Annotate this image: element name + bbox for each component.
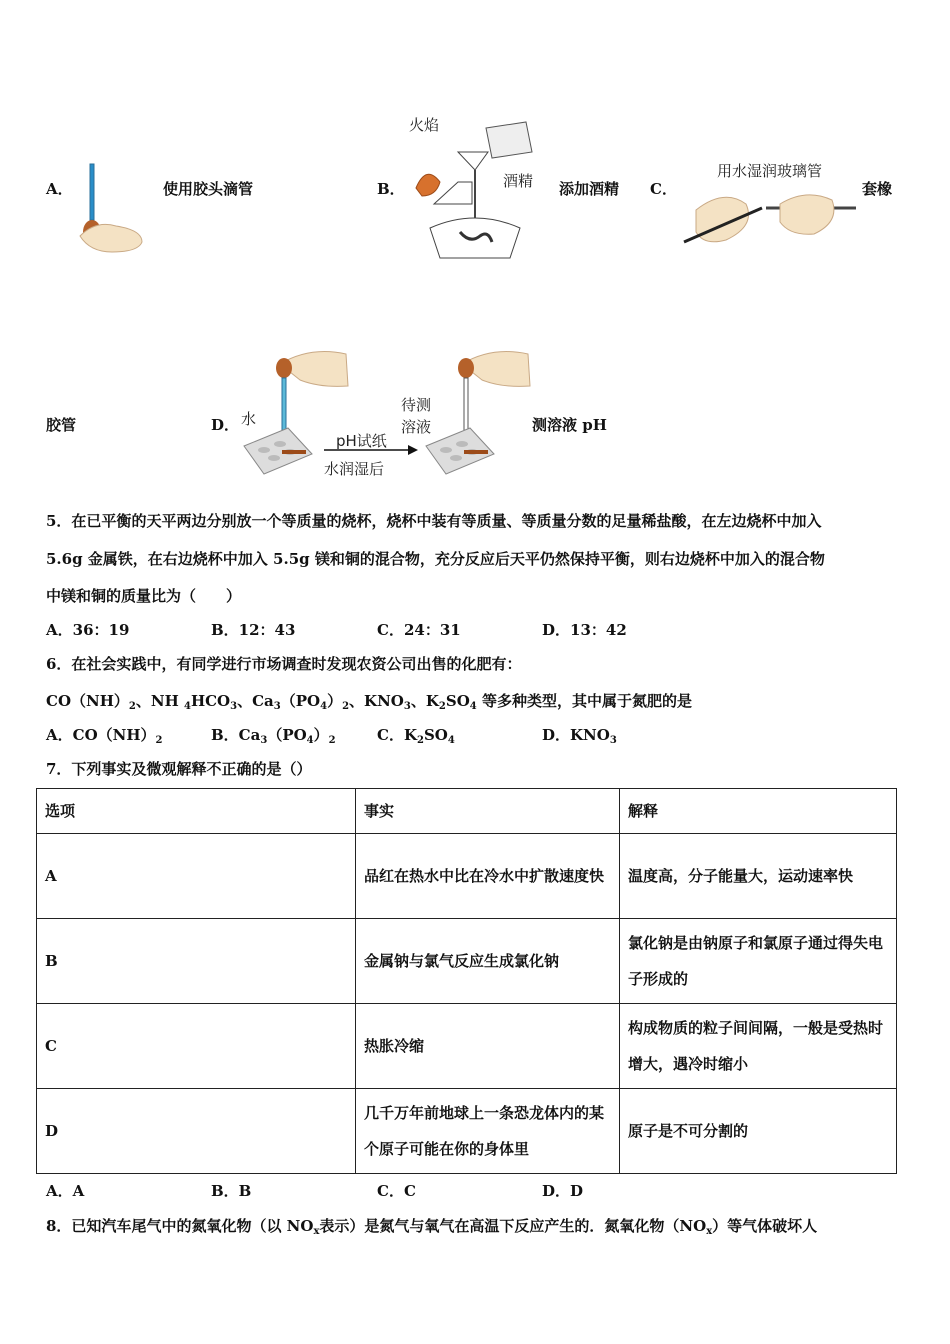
- row-option: D: [37, 1089, 356, 1174]
- arrow: [324, 444, 418, 456]
- option-c-letter: C．: [650, 180, 677, 198]
- funnel: [458, 152, 488, 170]
- q6-option-c: C．$K_2SO_4$: [377, 726, 455, 746]
- q7-option-b: B．B: [211, 1182, 252, 1200]
- q7-option-c: C．C: [377, 1182, 416, 1200]
- row-fact: 金属钠与氯气反应生成氯化钠: [356, 919, 620, 1004]
- flame: [416, 174, 440, 196]
- header-explain: 解释: [620, 789, 897, 834]
- row-fact: 热胀冷缩: [356, 1004, 620, 1089]
- q5-option-b: B．12：43: [211, 621, 296, 639]
- header-option: 选项: [37, 789, 356, 834]
- dropper-figure: [76, 160, 148, 254]
- q6-line-1: 6．在社会实践中，有同学进行市场调查时发现农资公司出售的化肥有：: [46, 655, 522, 673]
- header-fact: 事实: [356, 789, 620, 834]
- option-c-text-continued: 胶管: [46, 416, 77, 434]
- label-wet-glass-tube: 用水湿润玻璃管: [717, 162, 823, 180]
- q7-stem: 7．下列事实及微观解释不正确的是（）: [46, 760, 312, 778]
- dropper-tube: [90, 164, 94, 220]
- option-d-letter: D．: [211, 416, 240, 434]
- row-option: B: [37, 919, 356, 1004]
- row-fact: 品红在热水中比在冷水中扩散速度快: [356, 834, 620, 919]
- label-flame: 火焰: [409, 116, 440, 134]
- label-test-solution-1: 待测: [401, 396, 432, 414]
- q6-option-d: D．$KNO_3$: [542, 726, 617, 746]
- q5-line-2: 5.6g 金属铁，在右边烧杯中加入 5.5g 镁和铜的混合物，充分反应后天平仍然保持平衡，则右边烧杯中加入的混合物: [46, 550, 825, 568]
- label-water: 水: [241, 410, 257, 428]
- option-b-text: 添加酒精: [559, 180, 620, 198]
- option-c-text: 套橡: [862, 180, 893, 198]
- rubber-bulb: [458, 358, 474, 378]
- right-hand: [780, 195, 834, 234]
- option-a-text: 使用胶头滴管: [163, 180, 254, 198]
- table-header-row: [37, 789, 897, 834]
- ph-test-figure-solution: [422, 346, 534, 476]
- q7-option-d: D．D: [542, 1182, 584, 1200]
- option-d-text: 测溶液 pH: [532, 416, 607, 434]
- q5-option-d: D．13：42: [542, 621, 627, 639]
- q7-table: [36, 788, 897, 1174]
- q6-line-2: $CO(NH)_2$、NH $_4HCO_3$、$Ca_3(PO_4)_2$、$KNO_3$、$K_2SO_4$ 等多种类型，其中属于氮肥的是: [46, 692, 692, 712]
- row-explain: 温度高，分子能量大，运动速率快: [620, 834, 897, 919]
- glass-tube-figure: [680, 186, 860, 252]
- label-alcohol: 酒精: [503, 172, 534, 190]
- row-option: A: [37, 834, 356, 919]
- q8-line-1: 8．已知汽车尾气中的氮氧化物（以 $NO_x$表示）是氮气与氧气在高温下反应产生的．氮氧化物$(NO_x)$等气体破坏人: [46, 1217, 818, 1237]
- table-row: [37, 1004, 897, 1089]
- table-row: [37, 919, 897, 1004]
- q6-option-a: A．$CO(NH)_2$: [46, 726, 163, 746]
- q5-line-1: 5．在已平衡的天平两边分别放一个等质量的烧杯，烧杯中装有等质量、等质量分数的足量稀盐酸，在左边烧杯中加入: [46, 512, 822, 530]
- q5-line-3: 中镁和铜的质量比为（ ）: [46, 587, 242, 605]
- row-option: C: [37, 1004, 356, 1089]
- beaker: [486, 122, 532, 158]
- table-row: [37, 1089, 897, 1174]
- row-fact: 几千万年前地球上一条恐龙体内的某个原子可能在你的身体里: [356, 1089, 620, 1174]
- left-hand: [696, 197, 749, 242]
- q6-option-b: B．$Ca_3(PO_4)_2$: [211, 726, 336, 746]
- option-b-letter: B．: [377, 180, 405, 198]
- q7-option-a: A．A: [46, 1182, 85, 1200]
- q5-option-c: C．24：31: [377, 621, 461, 639]
- q5-option-a: A．36：19: [46, 621, 130, 639]
- rubber-bulb: [276, 358, 292, 378]
- ph-test-figure-water: [240, 346, 352, 476]
- hand: [80, 224, 142, 252]
- row-explain: 构成物质的粒子间间隔，一般是受热时增大，遇冷时缩小: [620, 1004, 897, 1089]
- row-explain: 原子是不可分割的: [620, 1089, 897, 1174]
- label-test-solution-2: 溶液: [401, 418, 432, 436]
- label-ph-paper: pH试纸: [336, 432, 387, 450]
- table-row: [37, 834, 897, 919]
- row-explain: 氯化钠是由钠原子和氯原子通过得失电子形成的: [620, 919, 897, 1004]
- label-wet-with-water: 水润湿后: [324, 460, 385, 478]
- option-a-letter: A．: [46, 180, 73, 198]
